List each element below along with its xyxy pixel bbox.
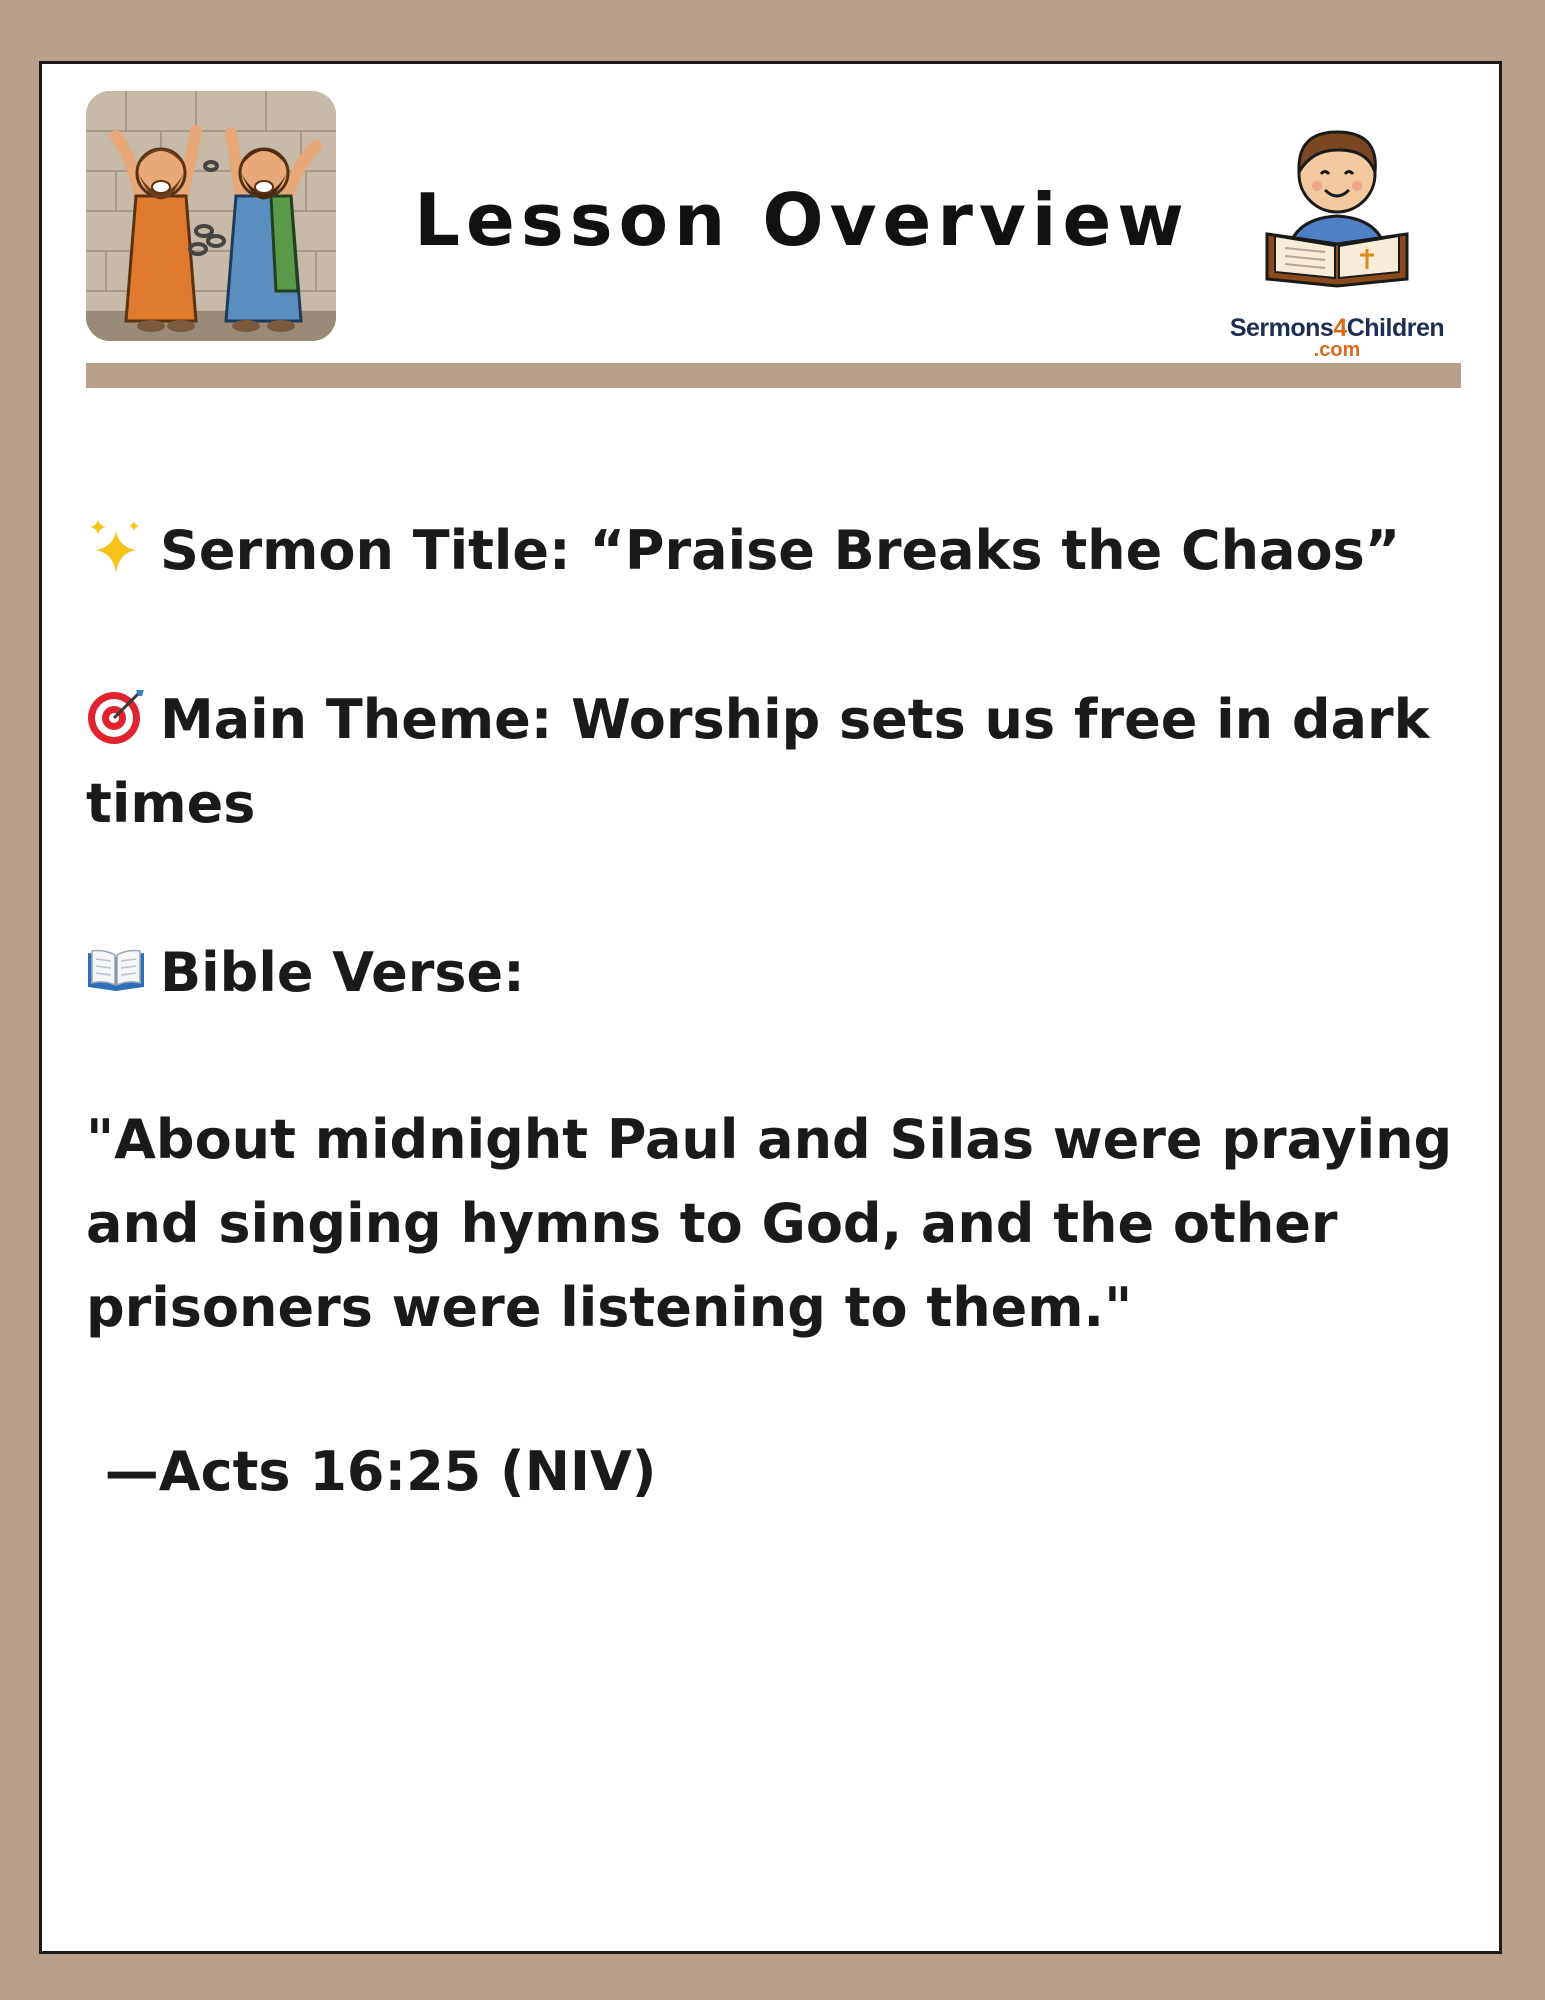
- page-title: Lesson Overview: [414, 178, 1190, 262]
- sermon-title-text: Sermon Title: “Praise Breaks the Chaos”: [160, 519, 1401, 582]
- bible-verse-label: Bible Verse:: [160, 941, 525, 1004]
- bible-verse-quote: "About midnight Paul and Silas were praying and singing hymns to God, and the other prisoners were listening to them.": [86, 1108, 1453, 1339]
- main-theme-line: [86, 678, 1461, 846]
- bible-verse-reference: —Acts 16:25 (NIV): [86, 1440, 657, 1503]
- main-theme-text: Main Theme: Worship sets us free in dark times: [86, 688, 1430, 835]
- sparkles-icon: [86, 517, 146, 577]
- bible-verse-label-line: [86, 931, 1461, 1015]
- target-icon: [86, 686, 146, 746]
- sermon-title-line: [86, 509, 1461, 593]
- lesson-page: [39, 61, 1502, 1954]
- boy-reading-bible-icon: [1257, 114, 1417, 289]
- logo-domain: .com: [1313, 339, 1361, 361]
- open-book-icon: [86, 939, 146, 999]
- paul-and-silas-illustration: [86, 91, 336, 341]
- header-divider: [86, 363, 1461, 388]
- logo-name: Sermons4Children: [1229, 314, 1445, 342]
- sermons4children-logo: [1212, 114, 1462, 361]
